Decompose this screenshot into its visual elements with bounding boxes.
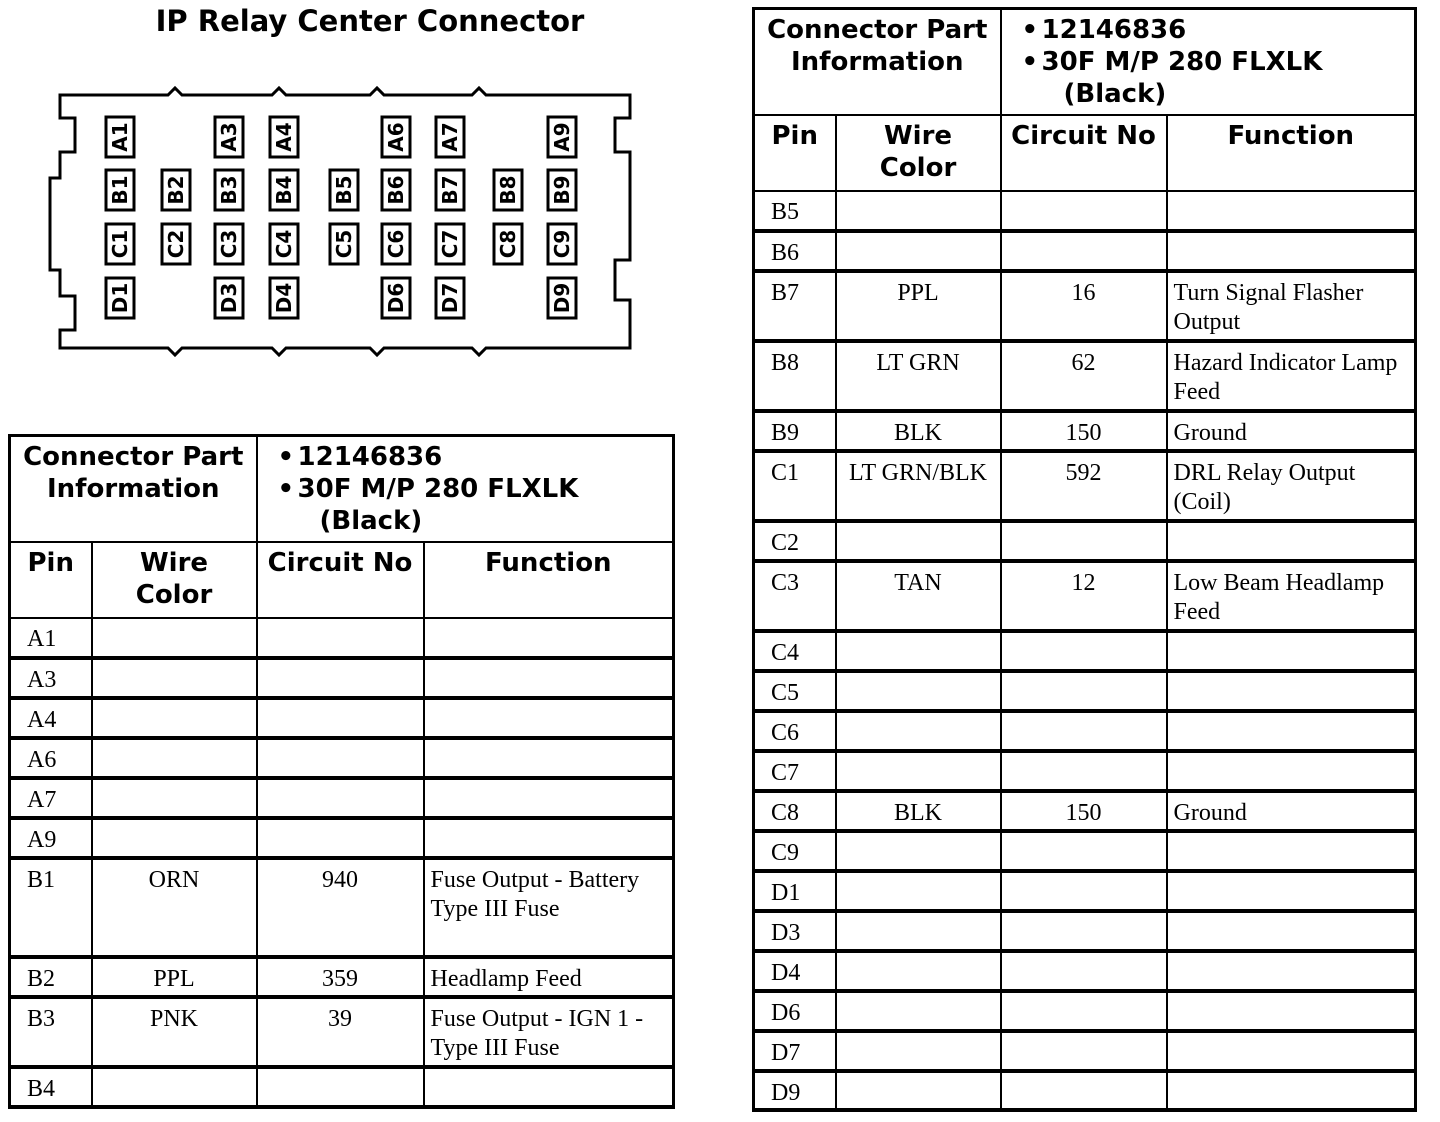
pin-cell: D6 xyxy=(754,991,836,1031)
function-cell xyxy=(424,618,674,658)
function-cell: Fuse Output - IGN 1 - Type III Fuse xyxy=(424,997,674,1067)
table-row xyxy=(754,631,1416,671)
pin-b1 xyxy=(106,170,134,210)
function-cell xyxy=(424,818,674,858)
pin-label: A7 xyxy=(438,122,462,152)
table-row xyxy=(754,991,1416,1031)
pin-label: B6 xyxy=(384,175,408,205)
pin-cell: B9 xyxy=(754,411,836,451)
function-cell: Headlamp Feed xyxy=(424,957,674,997)
function-cell xyxy=(424,1067,674,1107)
pin-cell: C5 xyxy=(754,671,836,711)
function-cell: Low Beam Headlamp Feed xyxy=(1167,561,1416,631)
pin-label: B4 xyxy=(272,175,296,205)
pin-cell: C6 xyxy=(754,711,836,751)
pin-cell: A6 xyxy=(10,738,92,778)
pin-d7 xyxy=(436,278,464,318)
table-row xyxy=(754,521,1416,561)
function-cell xyxy=(424,738,674,778)
pin-label: A6 xyxy=(384,122,408,152)
pin-label: A3 xyxy=(217,122,241,152)
pin-label: D1 xyxy=(108,282,132,314)
wire-color-cell xyxy=(836,1031,1001,1071)
circuit-no-cell xyxy=(257,618,424,658)
pin-c3 xyxy=(215,224,243,264)
pin-a1 xyxy=(106,117,134,157)
wire-color-cell xyxy=(836,751,1001,791)
pin-d3 xyxy=(215,278,243,318)
function-cell: Fuse Output - Battery Type III Fuse xyxy=(424,858,674,957)
pin-c6 xyxy=(382,224,410,264)
pin-label: C9 xyxy=(550,229,574,259)
table-row xyxy=(10,738,674,778)
table-row xyxy=(754,911,1416,951)
pin-c2 xyxy=(162,224,190,264)
table-row xyxy=(10,858,674,957)
pin-cell: B6 xyxy=(754,231,836,271)
table-row xyxy=(754,561,1416,631)
diagram-title: IP Relay Center Connector xyxy=(155,4,585,38)
wire-color-cell xyxy=(836,231,1001,271)
pin-cell: A3 xyxy=(10,658,92,698)
pin-label: C3 xyxy=(217,229,241,259)
wire-color-cell xyxy=(92,738,257,778)
function-cell xyxy=(1167,631,1416,671)
wire-color-cell xyxy=(836,951,1001,991)
connector-part-label: Connector Part Information xyxy=(10,436,257,542)
table-row xyxy=(10,997,674,1067)
circuit-no-cell xyxy=(1001,751,1167,791)
pin-grid xyxy=(106,117,576,318)
circuit-no-cell xyxy=(257,778,424,818)
circuit-no-cell xyxy=(1001,871,1167,911)
circuit-no-cell xyxy=(1001,1031,1167,1071)
pin-b2 xyxy=(162,170,190,210)
circuit-no-cell xyxy=(257,738,424,778)
pin-cell: B5 xyxy=(754,191,836,231)
pin-b3 xyxy=(215,170,243,210)
pin-label: B8 xyxy=(496,175,520,205)
pin-c5 xyxy=(330,224,358,264)
table-row xyxy=(754,951,1416,991)
wire-color-cell xyxy=(836,631,1001,671)
wire-color-cell xyxy=(836,911,1001,951)
column-header-wire-color: Wire Color xyxy=(836,115,1001,191)
pin-c1 xyxy=(106,224,134,264)
table-row xyxy=(754,671,1416,711)
table-row xyxy=(754,751,1416,791)
wire-color-cell: PNK xyxy=(92,997,257,1067)
pin-d4 xyxy=(270,278,298,318)
pin-label: B9 xyxy=(550,175,574,205)
pin-cell: B3 xyxy=(10,997,92,1067)
table-row xyxy=(754,871,1416,911)
pin-a7 xyxy=(436,117,464,157)
wire-color-cell xyxy=(92,818,257,858)
wire-color-cell: TAN xyxy=(836,561,1001,631)
pin-label: B5 xyxy=(332,175,356,205)
wire-color-cell xyxy=(836,521,1001,561)
function-cell: Turn Signal Flasher Output xyxy=(1167,271,1416,341)
circuit-no-cell: 62 xyxy=(1001,341,1167,411)
wire-color-cell xyxy=(836,711,1001,751)
circuit-no-cell xyxy=(1001,911,1167,951)
part-number: 12146836 xyxy=(297,442,443,472)
pin-cell: C9 xyxy=(754,831,836,871)
pin-label: C5 xyxy=(332,229,356,259)
circuit-no-cell xyxy=(257,1067,424,1107)
circuit-no-cell xyxy=(257,658,424,698)
wire-color-cell xyxy=(92,1067,257,1107)
pin-a3 xyxy=(215,117,243,157)
pin-cell: A1 xyxy=(10,618,92,658)
table-row xyxy=(10,957,674,997)
pin-label: C8 xyxy=(496,229,520,259)
table-row xyxy=(10,658,674,698)
pin-b4 xyxy=(270,170,298,210)
pin-cell: C4 xyxy=(754,631,836,671)
function-cell: Ground xyxy=(1167,411,1416,451)
function-cell: Hazard Indicator Lamp Feed xyxy=(1167,341,1416,411)
function-cell xyxy=(1167,991,1416,1031)
table-row xyxy=(754,411,1416,451)
column-header-circuit-no: Circuit No xyxy=(257,542,424,618)
circuit-no-cell: 940 xyxy=(257,858,424,957)
pin-cell: C7 xyxy=(754,751,836,791)
part-number: 12146836 xyxy=(1041,15,1187,45)
pin-d1 xyxy=(106,278,134,318)
circuit-no-cell xyxy=(257,818,424,858)
function-cell xyxy=(1167,521,1416,561)
wire-color-cell: PPL xyxy=(836,271,1001,341)
table-row xyxy=(10,778,674,818)
connector-part-info: • 12146836 • 30F M/P 280 FLXLK (Black) xyxy=(1001,9,1416,115)
pin-label: C1 xyxy=(108,229,132,259)
pin-cell: B7 xyxy=(754,271,836,341)
function-cell xyxy=(424,658,674,698)
pin-label: B1 xyxy=(108,175,132,205)
table-row xyxy=(754,231,1416,271)
circuit-no-cell: 150 xyxy=(1001,411,1167,451)
wire-color-cell xyxy=(836,671,1001,711)
connector-part-label: Connector Part Information xyxy=(754,9,1001,115)
function-cell xyxy=(424,698,674,738)
circuit-no-cell xyxy=(1001,231,1167,271)
function-cell xyxy=(1167,1031,1416,1071)
table-row xyxy=(10,618,674,658)
wire-color-cell xyxy=(836,991,1001,1031)
table-row xyxy=(754,191,1416,231)
pin-label: A4 xyxy=(272,122,296,152)
pin-cell: D4 xyxy=(754,951,836,991)
pin-b7 xyxy=(436,170,464,210)
wire-color-cell: BLK xyxy=(836,411,1001,451)
pin-label: A1 xyxy=(108,122,132,152)
wire-color-cell: ORN xyxy=(92,858,257,957)
circuit-no-cell xyxy=(1001,951,1167,991)
pin-c8 xyxy=(494,224,522,264)
pin-label: D9 xyxy=(550,282,574,314)
pin-label: B2 xyxy=(164,175,188,205)
part-description: 30F M/P 280 FLXLK xyxy=(297,474,579,504)
pin-c9 xyxy=(548,224,576,264)
wire-color-cell: PPL xyxy=(92,957,257,997)
pin-label: D4 xyxy=(272,282,296,314)
wire-color-cell xyxy=(92,618,257,658)
pin-cell: B2 xyxy=(10,957,92,997)
circuit-no-cell xyxy=(1001,631,1167,671)
pin-cell: C2 xyxy=(754,521,836,561)
connector-table-left xyxy=(8,434,675,1109)
pin-label: D3 xyxy=(217,282,241,314)
wire-color-cell xyxy=(92,658,257,698)
circuit-no-cell: 150 xyxy=(1001,791,1167,831)
pin-label: B7 xyxy=(438,175,462,205)
function-cell xyxy=(1167,871,1416,911)
table-row xyxy=(10,818,674,858)
pin-cell: C8 xyxy=(754,791,836,831)
function-cell xyxy=(424,778,674,818)
column-header-circuit-no: Circuit No xyxy=(1001,115,1167,191)
pin-cell: D9 xyxy=(754,1071,836,1110)
column-header-wire-color: Wire Color xyxy=(92,542,257,618)
pin-cell: A4 xyxy=(10,698,92,738)
table-row xyxy=(754,711,1416,751)
table-row xyxy=(754,791,1416,831)
pin-b6 xyxy=(382,170,410,210)
circuit-no-cell xyxy=(1001,1071,1167,1110)
circuit-no-cell xyxy=(1001,711,1167,751)
function-cell: Ground xyxy=(1167,791,1416,831)
circuit-no-cell: 12 xyxy=(1001,561,1167,631)
pin-d9 xyxy=(548,278,576,318)
circuit-no-cell xyxy=(1001,831,1167,871)
wire-color-cell: LT GRN xyxy=(836,341,1001,411)
function-cell xyxy=(1167,831,1416,871)
circuit-no-cell: 39 xyxy=(257,997,424,1067)
table-row xyxy=(754,831,1416,871)
pin-cell: C1 xyxy=(754,451,836,521)
column-header-function: Function xyxy=(1167,115,1416,191)
pin-cell: B4 xyxy=(10,1067,92,1107)
table-row xyxy=(10,698,674,738)
function-cell xyxy=(1167,951,1416,991)
pin-label: D7 xyxy=(438,282,462,314)
pin-label: C4 xyxy=(272,229,296,259)
pin-b9 xyxy=(548,170,576,210)
connector-diagram xyxy=(0,0,700,400)
pin-cell: A9 xyxy=(10,818,92,858)
function-cell: DRL Relay Output (Coil) xyxy=(1167,451,1416,521)
connector-table-right xyxy=(752,7,1417,1112)
column-header-pin: Pin xyxy=(754,115,836,191)
function-cell xyxy=(1167,191,1416,231)
function-cell xyxy=(1167,1071,1416,1110)
pin-b5 xyxy=(330,170,358,210)
pin-cell: D3 xyxy=(754,911,836,951)
function-cell xyxy=(1167,231,1416,271)
pin-cell: A7 xyxy=(10,778,92,818)
circuit-no-cell xyxy=(1001,991,1167,1031)
pin-c4 xyxy=(270,224,298,264)
circuit-no-cell xyxy=(1001,521,1167,561)
pin-label: B3 xyxy=(217,175,241,205)
wire-color-cell xyxy=(836,871,1001,911)
wire-color-cell xyxy=(836,831,1001,871)
part-description: 30F M/P 280 FLXLK xyxy=(1041,47,1323,77)
circuit-no-cell xyxy=(1001,191,1167,231)
pin-b8 xyxy=(494,170,522,210)
wire-color-cell: BLK xyxy=(836,791,1001,831)
table-row xyxy=(754,451,1416,521)
pin-cell: B1 xyxy=(10,858,92,957)
function-cell xyxy=(1167,711,1416,751)
pin-d6 xyxy=(382,278,410,318)
pin-cell: D7 xyxy=(754,1031,836,1071)
wire-color-cell xyxy=(92,698,257,738)
pin-label: C2 xyxy=(164,229,188,259)
connector-outline xyxy=(50,88,630,355)
pin-c7 xyxy=(436,224,464,264)
circuit-no-cell: 592 xyxy=(1001,451,1167,521)
table-row xyxy=(754,271,1416,341)
circuit-no-cell: 16 xyxy=(1001,271,1167,341)
circuit-no-cell xyxy=(257,698,424,738)
circuit-no-cell xyxy=(1001,671,1167,711)
wire-color-cell: LT GRN/BLK xyxy=(836,451,1001,521)
pin-label: C6 xyxy=(384,229,408,259)
pin-a4 xyxy=(270,117,298,157)
table-row xyxy=(10,1067,674,1107)
function-cell xyxy=(1167,671,1416,711)
wire-color-cell xyxy=(836,191,1001,231)
table-row xyxy=(754,341,1416,411)
pin-a6 xyxy=(382,117,410,157)
pin-cell: C3 xyxy=(754,561,836,631)
pin-cell: B8 xyxy=(754,341,836,411)
pin-cell: D1 xyxy=(754,871,836,911)
table-row xyxy=(754,1071,1416,1110)
pin-a9 xyxy=(548,117,576,157)
pin-label: D6 xyxy=(384,282,408,314)
circuit-no-cell: 359 xyxy=(257,957,424,997)
column-header-function: Function xyxy=(424,542,674,618)
wire-color-cell xyxy=(836,1071,1001,1110)
function-cell xyxy=(1167,911,1416,951)
wire-color-cell xyxy=(92,778,257,818)
function-cell xyxy=(1167,751,1416,791)
pin-label: A9 xyxy=(550,122,574,152)
pin-label: C7 xyxy=(438,229,462,259)
connector-part-info: • 12146836 • 30F M/P 280 FLXLK (Black) xyxy=(257,436,674,542)
table-row xyxy=(754,1031,1416,1071)
column-header-pin: Pin xyxy=(10,542,92,618)
